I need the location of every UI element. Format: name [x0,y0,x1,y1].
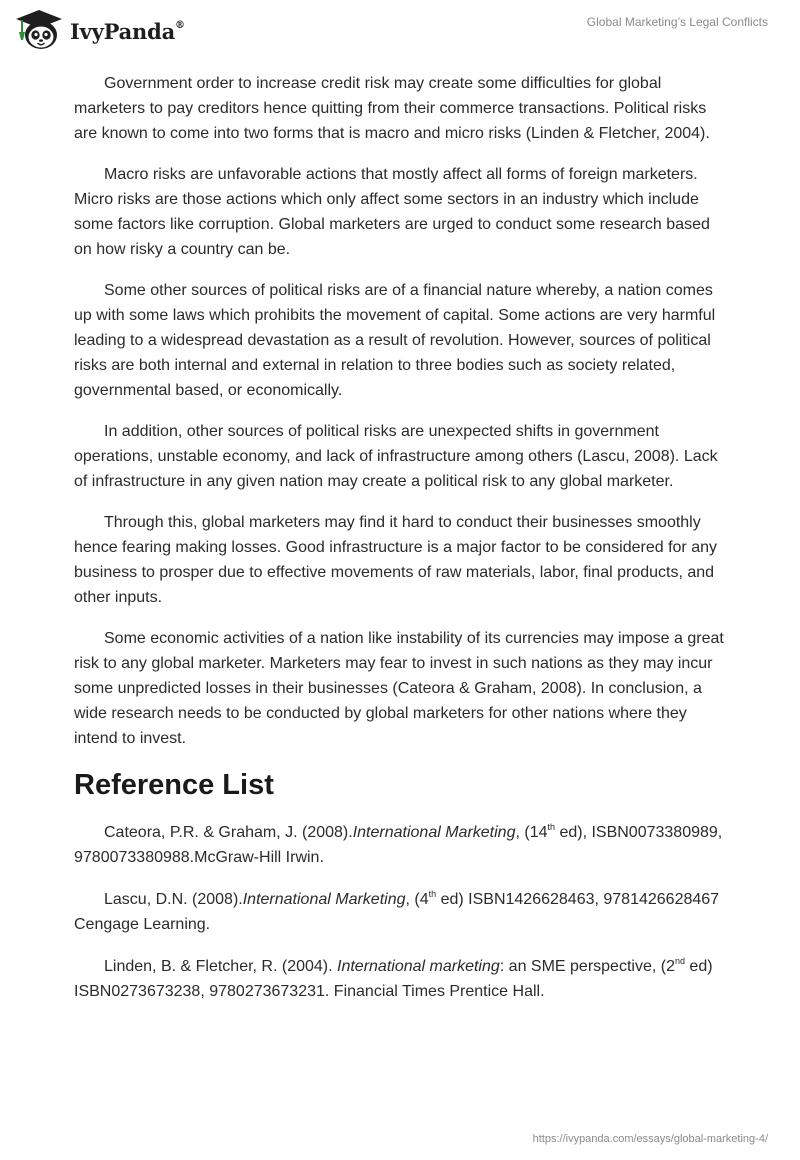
source-url[interactable]: https://ivypanda.com/essays/global-marketing-4/ [532,1133,768,1145]
reference-item: Lascu, D.N. (2008).International Marketing, (4th ed) ISBN1426628463, 9781426628467 Cengage Learning. [74,888,720,933]
essay-content [74,71,726,1021]
brand-name: IvyPanda® [70,18,185,44]
body-paragraph: Macro risks are unfavorable actions that mostly affect all forms of foreign marketers. Micro risks are those actions which only affect some sectors in an industry which include some factors like corruption. Global marketers are urged to conduct some research based on how risky a country can be. [74,166,710,258]
body-paragraph: In addition, other sources of political risks are unexpected shifts in government operations, unstable economy, and lack of infrastructure among others (Lascu, 2008). Lack of infrastructure in any given nation may create a political risk to any global marketer. [74,423,718,490]
document-title: Global Marketing’s Legal Conflicts [586,15,768,29]
reference-title: International Marketing [242,891,406,908]
reference-title: International Marketing [352,824,516,841]
reference-item: Cateora, P.R. & Graham, J. (2008).International Marketing, (14th ed), ISBN0073380989, 9780073380988.McGraw-Hill Irwin. [74,821,723,866]
body-paragraph: Through this, global marketers may find it hard to conduct their businesses smoothly hence fearing making losses. Good infrastructure is a major factor to be considered for any business to prosper due to effective movements of raw materials, labor, final products, and other inputs. [74,514,717,606]
reference-title: International marketing [337,958,500,975]
body-paragraph: Some economic activities of a nation like instability of its currencies may impose a great risk to any global marketer. Marketers may fear to invest in such nations as they may incur some unpredicted losses in their businesses (Cateora & Graham, 2008). In conclusion, a wide research needs to be conducted by global marketers for other nations where they intend to invest. [74,630,724,747]
reference-item: Linden, B. & Fletcher, R. (2004). International marketing: an SME perspective, (2nd ed) ISBN0273673238, 9780273673231. Financial Times Prentice Hall. [74,955,713,1000]
body-paragraph: Government order to increase credit risk may create some difficulties for global marketers to pay creditors hence quitting from their commerce transactions. Political risks are known to come into two forms that is macro and micro risks (Linden & Fletcher, 2004). [74,75,710,142]
panda-graduate-icon [14,8,64,52]
reference-list [74,820,726,1004]
page-header [0,0,800,62]
body-paragraph: Some other sources of political risks are of a financial nature whereby, a nation comes up with some laws which prohibits the movement of capital. Some actions are very harmful leading to a widespread devastation as a result of revolution. However, sources of political risks are both internal and external in relation to three bodies such as society related, governmental based, or economically. [74,282,716,399]
reference-list-heading: Reference List [74,769,274,801]
registered-mark: ® [175,19,185,31]
brand-logo[interactable] [14,8,185,52]
